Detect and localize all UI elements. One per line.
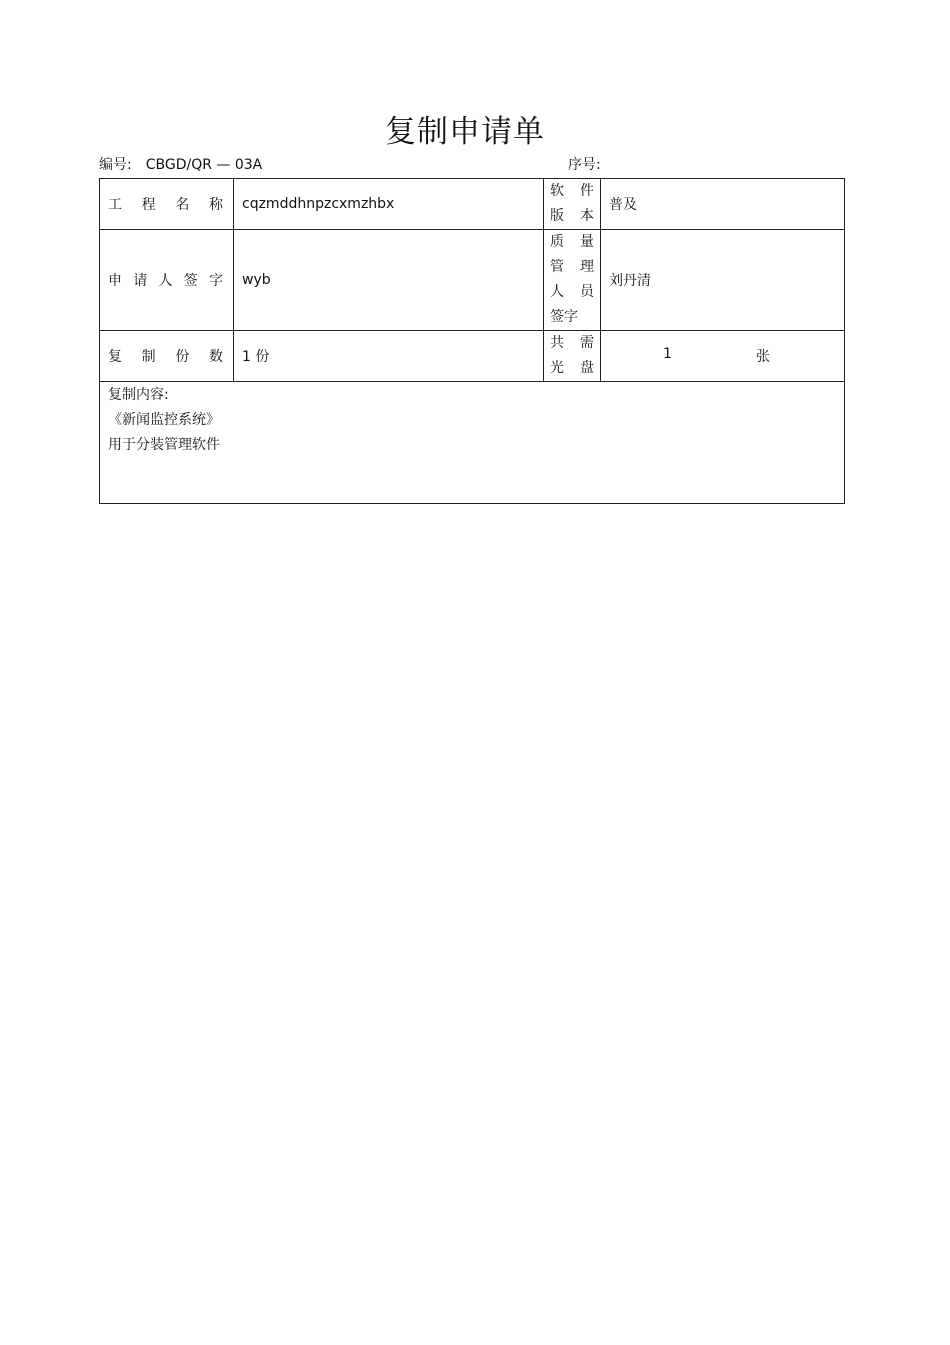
project-name-label: 工 程 名 称 bbox=[100, 179, 234, 230]
project-name-value: cqzmddhnpzcxmzhbx bbox=[234, 179, 544, 230]
serial-number bbox=[568, 154, 601, 174]
copy-count-label: 复 制 份 数 bbox=[100, 331, 234, 382]
disc-count: 1 bbox=[663, 346, 672, 362]
copy-content-line: 《新闻监控系统》 bbox=[108, 412, 220, 428]
discs-needed-value bbox=[601, 331, 845, 382]
form-code bbox=[99, 154, 262, 174]
applicant-signature-label: 申 请 人 签 字 bbox=[100, 230, 234, 331]
form-code-label: 编号: bbox=[99, 157, 132, 173]
form-code-value: CBGD/QR — 03A bbox=[145, 157, 263, 173]
page-title: 复制申请单 bbox=[385, 114, 545, 150]
copy-count-value: 1 份 bbox=[234, 331, 544, 382]
discs-needed-label: 共 需 光 盘 bbox=[544, 331, 601, 382]
qa-signature-label: 质 量 管 理 人 员 签字 bbox=[544, 230, 601, 331]
request-form-table bbox=[99, 178, 845, 504]
table-row-copies bbox=[100, 331, 845, 382]
software-version-label: 软 件 版 本 bbox=[544, 179, 601, 230]
qa-signature-value: 刘丹清 bbox=[601, 230, 845, 331]
serial-number-label: 序号: bbox=[568, 157, 601, 173]
copy-content-line: 用于分装管理软件 bbox=[108, 437, 220, 453]
applicant-signature-value: wyb bbox=[234, 230, 544, 331]
copy-content-label: 复制内容: bbox=[108, 387, 169, 403]
copy-content-cell bbox=[100, 382, 845, 504]
table-row-content bbox=[100, 382, 845, 504]
software-version-value: 普及 bbox=[601, 179, 845, 230]
table-row-applicant bbox=[100, 230, 845, 331]
table-row-project bbox=[100, 179, 845, 230]
disc-unit: 张 bbox=[756, 349, 770, 365]
